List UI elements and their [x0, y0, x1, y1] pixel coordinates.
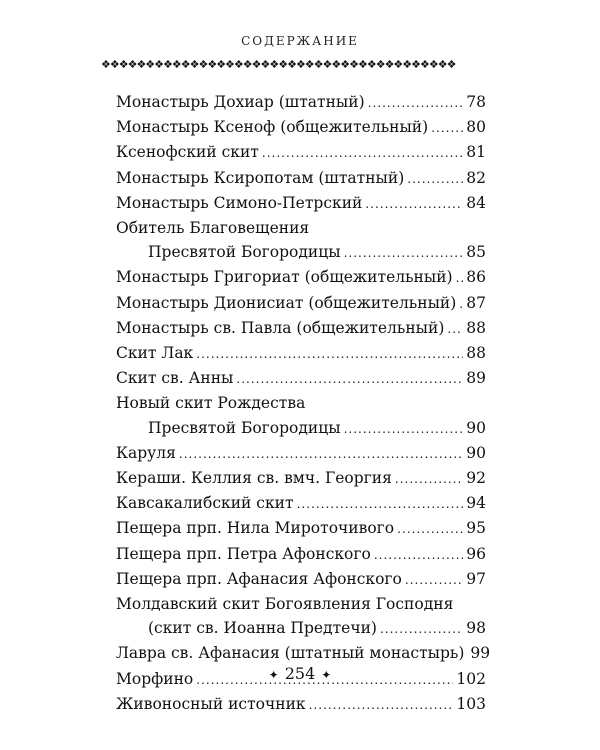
toc-page-number: 90 [466, 418, 486, 437]
toc-entry-line1 [116, 391, 486, 415]
toc-page-number: 97 [466, 569, 486, 588]
page-number: 254 [284, 664, 316, 683]
dot-leader [447, 317, 463, 341]
dot-leader [431, 116, 463, 140]
toc-page-number: 78 [466, 93, 486, 111]
page-footer [0, 664, 600, 683]
toc-page-number: 99 [470, 644, 491, 663]
toc-entry-title: Кераши. Келлия св. вмч. Георгия [116, 469, 392, 488]
toc-entry [116, 366, 486, 391]
toc-entry-title: Молдавский скит Богоявления Господня [116, 595, 454, 614]
toc-entry-title: Ксенофский скит [116, 143, 259, 162]
toc-entry-title: Пещера прп. Петра Афонского [116, 544, 371, 563]
toc-page-number: 95 [466, 519, 486, 538]
toc-entry-title: Скит Лак [116, 344, 194, 363]
toc-entry-title: Скит св. Анны [116, 369, 234, 388]
toc-entry-title: Монастырь Симоно-Петрский [116, 193, 363, 212]
toc-entry-title: Монастырь Ксеноф (общежительный) [116, 118, 429, 137]
toc-entry-title: Кавсакалибский скит [116, 494, 294, 513]
toc-entry-title: Лавра св. Афанасия (штатный монастырь) [116, 644, 465, 663]
toc-entry [116, 466, 486, 491]
toc-page-number: 94 [466, 494, 486, 513]
dot-leader [196, 342, 463, 366]
toc-page-number: 85 [466, 243, 486, 262]
toc-entry [116, 166, 486, 191]
page-header: СОДЕРЖАНИЕ [241, 34, 359, 48]
toc-entry [116, 191, 486, 216]
toc-entry [116, 616, 486, 641]
dot-leader [344, 417, 464, 441]
toc-page-number: 89 [466, 369, 486, 388]
toc-entry [116, 240, 486, 265]
dot-leader [236, 367, 463, 391]
toc-entry [116, 641, 491, 666]
toc-entry-title: Монастырь Дионисиат (общежительный) [116, 293, 457, 312]
toc-entry [116, 516, 486, 541]
toc-page-number: 92 [466, 469, 486, 488]
dot-leader [380, 617, 463, 641]
toc-entry-title: Монастырь Ксиропотам (штатный) [116, 168, 405, 187]
toc-page-number: 81 [466, 143, 486, 162]
ornament-rule: ❖❖❖❖❖❖❖❖❖❖❖❖❖❖❖❖❖❖❖❖❖❖❖❖❖❖❖❖❖❖❖❖❖❖❖❖❖❖❖❖ [101, 58, 456, 71]
footer-ornament-right: ✦ [321, 668, 332, 682]
toc-entry-title: Живоносный источник [116, 694, 306, 713]
toc-entry-line1 [116, 592, 486, 616]
dot-leader [405, 568, 463, 592]
toc-entry [116, 692, 486, 717]
toc-page-number: 84 [466, 193, 486, 212]
toc-entry [116, 265, 486, 290]
toc-entry-line1 [116, 216, 486, 240]
toc-entry-title: Каруля [116, 443, 176, 462]
toc-entry [116, 90, 486, 115]
toc-entry-title-continued: Пресвятой Богородицы [148, 418, 341, 437]
toc-entry-title: Обитель Благовещения [116, 219, 310, 238]
toc-entry-title: Монастырь св. Павла (общежительный) [116, 318, 445, 337]
dot-leader [297, 492, 464, 516]
toc-page-number: 96 [466, 544, 486, 563]
footer-ornament-left: ✦ [268, 668, 279, 682]
dot-leader [397, 517, 463, 541]
toc-entry-title: Монастырь Григориат (общежительный) [116, 268, 453, 287]
toc-entry-title: Пещера прп. Нила Мироточивого [116, 519, 395, 538]
toc-entry-title: Морфино [116, 669, 194, 688]
toc-page-number: 103 [456, 694, 486, 713]
toc-page-number: 86 [466, 268, 486, 287]
toc-entry [116, 341, 486, 366]
toc-entry [116, 491, 486, 516]
toc-entry-title: Пещера прп. Афанасия Афонского [116, 569, 402, 588]
dot-leader [395, 467, 463, 491]
dot-leader [309, 693, 454, 717]
dot-leader [365, 192, 463, 216]
toc-entry [116, 291, 486, 316]
toc-page-number: 82 [466, 168, 486, 187]
toc-entry-title: Новый скит Рождества [116, 394, 306, 413]
toc-entry [116, 542, 486, 567]
dot-leader [459, 292, 463, 316]
toc-entry-title: Монастырь Дохиар (штатный) [116, 93, 365, 111]
toc-page-number: 80 [466, 118, 486, 137]
toc-page-number: 87 [466, 293, 486, 312]
dot-leader [179, 442, 463, 466]
toc-page-number: 98 [466, 619, 486, 638]
toc-entry [116, 140, 486, 165]
dot-leader [368, 91, 464, 115]
dot-leader [344, 241, 464, 265]
dot-leader [374, 543, 463, 567]
toc-entry [116, 441, 486, 466]
table-of-contents [116, 90, 491, 717]
toc-entry [116, 416, 486, 441]
toc-entry-title-continued: (скит св. Иоанна Предтечи) [148, 619, 377, 638]
toc-page-number: 88 [466, 318, 486, 337]
toc-entry [116, 567, 486, 592]
dot-leader [262, 141, 463, 165]
toc-page-number: 88 [466, 344, 486, 363]
toc-entry [116, 115, 486, 140]
dot-leader [456, 266, 464, 290]
dot-leader [407, 167, 463, 191]
toc-entry-title-continued: Пресвятой Богородицы [148, 243, 341, 262]
toc-page-number: 102 [456, 669, 486, 688]
toc-entry [116, 316, 486, 341]
toc-page-number: 90 [466, 443, 486, 462]
